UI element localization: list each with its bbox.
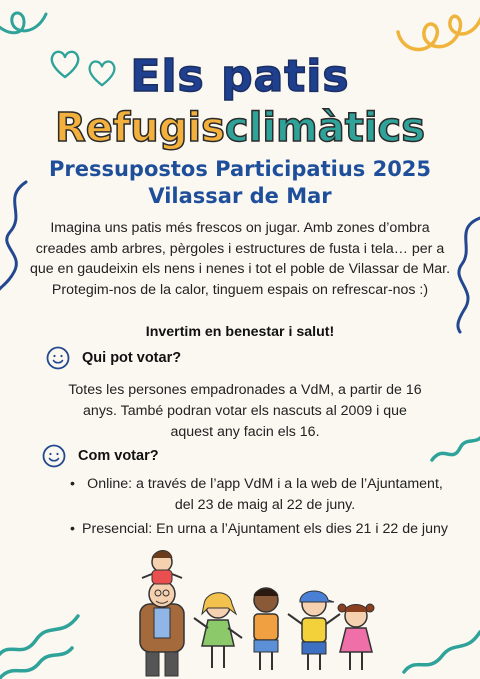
kids-illustration [128, 548, 380, 678]
intro-text: Imagina uns patis més frescos on jugar. Amb zones d’ombra creades amb arbres, pèrgoles i estructures de fusta i tela… per a que en gaudeixin els nens i nenes i tot el poble de Vilassar de Mar. Protegim-nos de la calor, tinguem espais on refrescar-nos :) [29, 220, 451, 298]
smiley-icon [46, 346, 70, 370]
child-figure [288, 591, 340, 670]
subtitle [0, 156, 480, 210]
swirl-icon [0, 0, 64, 46]
child-figure [338, 604, 374, 670]
intro-tagline: Invertim en benestar i salut! [145, 324, 335, 340]
child-figure [194, 593, 242, 668]
smiley-icon [42, 444, 66, 468]
title-word-climatics: climàtics [224, 105, 426, 151]
title-word-refugis: Refugis [54, 105, 225, 151]
list-item: • Online: a través de l’app VdM i a la web de l’Ajuntament, del 23 de maig al 22 de juny. [72, 474, 452, 515]
who-text: Totes les persones empadronades a VdM, a partir de 16 anys. També podran votar els nascuts al 2009 i que aquest any facin els 16. [68, 382, 422, 440]
swirl-icon [430, 420, 480, 470]
how-heading [42, 444, 159, 468]
how-list [72, 474, 452, 544]
how-heading-label: Com votar? [78, 448, 159, 464]
who-heading [46, 346, 181, 370]
list-item: • Presencial: En urna a l’Ajuntament els dies 21 i 22 de juny [72, 519, 452, 540]
who-heading-label: Qui pot votar? [82, 350, 182, 366]
subtitle-line-1: Pressupostos Participatius 2025 [48, 157, 432, 181]
child-figure [254, 588, 278, 670]
swirl-icon [400, 610, 480, 679]
grandpa-figure [140, 551, 184, 677]
title-line-2 [0, 104, 480, 152]
title-line-1: Els patis [130, 51, 350, 102]
swirl-icon [0, 600, 86, 679]
subtitle-line-2: Vilassar de Mar [148, 184, 332, 208]
